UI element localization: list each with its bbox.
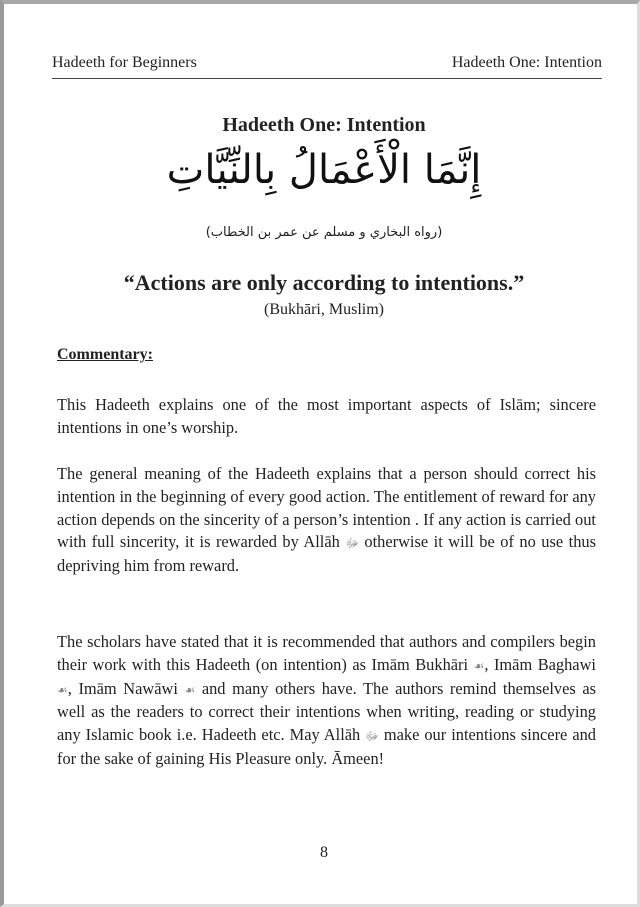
arabic-hadeeth-text: إِنَّمَا الْأَعْمَالُ بِالنِّيَّاتِ xyxy=(166,147,482,193)
honorific-allah-icon: ﷻ xyxy=(345,536,359,551)
paragraph-text: and many others have. The authors remind themselves as well as the readers to correct their intentions when writing, reading or studying any Islamic book i.e. Hadeeth etc. May Allāh xyxy=(57,678,596,745)
chapter-title: Hadeeth One: Intention xyxy=(222,114,426,136)
header-chapter-title: Hadeeth One: Intention xyxy=(451,54,602,71)
paragraph-text: , Imām Baghawi xyxy=(484,654,596,674)
paragraph-text: make our intentions sincere and for the sake of gaining His Pleasure only. Āmeen! xyxy=(57,725,596,768)
honorific-rahimahullah-icon: ☙ xyxy=(57,682,68,697)
hadeeth-translation: “Actions are only according to intentions.” xyxy=(123,270,525,295)
arabic-narration-reference: (رواه البخاري و مسلم عن عمر بن الخطاب) xyxy=(205,225,443,240)
paragraph-text: This Hadeeth explains one of the most important aspects of Islām; sincere intentions in one’s worship. xyxy=(57,395,596,437)
paragraph-text: otherwise it will be of no use thus depriving him from reward. xyxy=(57,532,596,576)
commentary-paragraph-2 xyxy=(57,463,596,578)
running-header xyxy=(52,54,602,79)
header-book-title: Hadeeth for Beginners xyxy=(52,54,197,71)
paragraph-text: The general meaning of the Hadeeth explains that a person should correct his intention in the beginning of every good action. The entitlement of reward for any action depends on the sincerity of a person’s intention . If any action is carried out with full sincerity, it is rewarded by Allāh xyxy=(57,464,596,552)
honorific-allah-icon: ﷻ xyxy=(365,729,379,744)
paragraph-text: The scholars have stated that it is recommended that authors and compilers begin their work with this Hadeeth (on intention) as Imām Bukhāri xyxy=(57,632,596,674)
honorific-rahimahullah-icon: ☙ xyxy=(473,658,485,673)
commentary-paragraph-1 xyxy=(57,394,596,440)
honorific-rahimahullah-icon: ☙ xyxy=(184,682,196,697)
hadeeth-source: (Bukhāri, Muslim) xyxy=(264,301,384,318)
paragraph-text: , Imām Nawāwi xyxy=(67,678,178,698)
commentary-heading: Commentary: xyxy=(57,346,153,363)
commentary-paragraph-3 xyxy=(57,631,596,771)
page-number: 8 xyxy=(320,844,328,861)
